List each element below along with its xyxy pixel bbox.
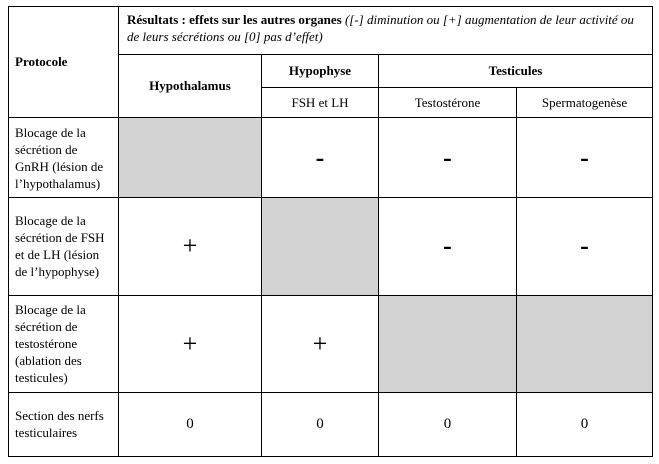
- results-table: [8, 6, 653, 457]
- table-row: [9, 118, 653, 198]
- results-header: [119, 7, 653, 55]
- testosterone-header: Testostérone: [379, 88, 517, 118]
- spermatogenese-cell-shaded: [517, 295, 653, 392]
- spermatogenese-header: Spermatogenèse: [517, 88, 653, 118]
- row-label: Blocage de la sécrétion de testostérone (ablation des testicules): [9, 295, 119, 392]
- testosterone-cell: 0: [379, 392, 517, 456]
- spermatogenese-cell: -: [517, 118, 653, 198]
- table-row: [9, 198, 653, 295]
- table-row: [9, 392, 653, 456]
- testicules-header: Testicules: [379, 55, 653, 88]
- hypophyse-header: Hypophyse: [262, 55, 379, 88]
- row-label: Blocage de la sécrétion de GnRH (lésion de l’hypothalamus): [9, 118, 119, 198]
- hypothalamus-header: Hypothalamus: [119, 55, 262, 118]
- testosterone-cell-shaded: [379, 295, 517, 392]
- hypothalamus-cell: 0: [119, 392, 262, 456]
- table-row: [9, 295, 653, 392]
- fsh-lh-cell: 0: [262, 392, 379, 456]
- testosterone-cell: -: [379, 118, 517, 198]
- hypothalamus-cell: +: [119, 198, 262, 295]
- testosterone-cell: -: [379, 198, 517, 295]
- fsh-lh-header: FSH et LH: [262, 88, 379, 118]
- spermatogenese-cell: 0: [517, 392, 653, 456]
- hypothalamus-cell-shaded: [119, 118, 262, 198]
- row-label: Blocage de la sécrétion de FSH et de LH (lésion de l’hypophyse): [9, 198, 119, 295]
- spermatogenese-cell: -: [517, 198, 653, 295]
- row-label: Section des nerfs testiculaires: [9, 392, 119, 456]
- hypothalamus-cell: +: [119, 295, 262, 392]
- results-title: Résultats : effets sur les autres organes: [127, 12, 342, 27]
- fsh-lh-cell: -: [262, 118, 379, 198]
- protocol-header: Protocole: [9, 7, 119, 118]
- fsh-lh-cell-shaded: [262, 198, 379, 295]
- fsh-lh-cell: +: [262, 295, 379, 392]
- results-note: ([-] diminution ou [+] augmentation de leur activité ou de leurs sécrétions ou [0] pas d’effet): [127, 12, 634, 44]
